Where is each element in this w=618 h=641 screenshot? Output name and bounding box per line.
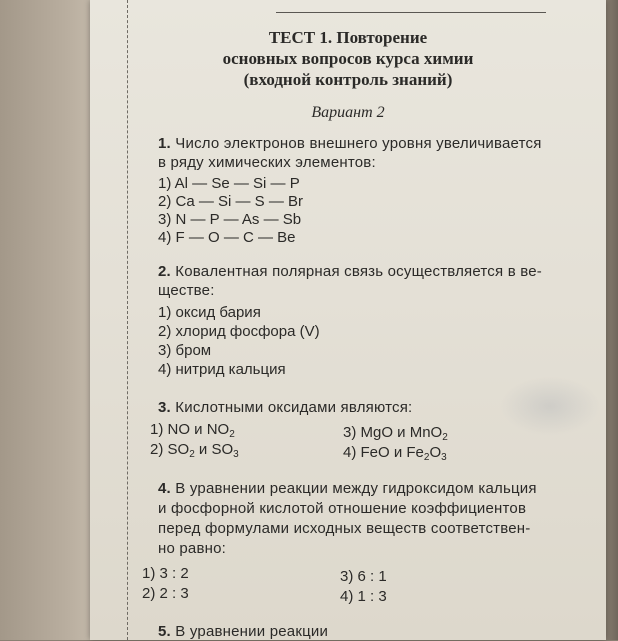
test-subtitle: основных вопросов курса химии (222, 49, 474, 68)
question-number: 4. (158, 480, 171, 497)
answer-option: 1) оксид бария (158, 304, 261, 321)
question-text: В уравнении реакции между гидроксидом кальция (175, 480, 537, 497)
question-4-cont (158, 539, 578, 558)
answer-option: 2) $SO_2$ и $SO_3$ (150, 441, 239, 460)
question-2-cont (158, 281, 578, 300)
question-4-cont (158, 499, 578, 518)
question-1 (158, 134, 578, 153)
answer-option: 2) 2 : 3 (142, 585, 189, 602)
answer-option: 2) хлорид фосфора (V) (158, 323, 320, 340)
question-2 (158, 262, 578, 281)
question-3 (158, 398, 578, 417)
question-text: но равно: (158, 540, 227, 557)
answer-option: 3) N — P — As — Sb (158, 211, 302, 228)
answer-option: 4) 1 : 3 (340, 588, 387, 605)
answer-option: 1) Al — Se — Si — P (158, 175, 300, 192)
question-number: 5. (158, 623, 171, 640)
question-text: Кислотными оксидами являются: (175, 399, 413, 416)
question-text: Ковалентная полярная связь осуществляется в ве- (175, 263, 542, 280)
question-text: В уравнении реакции (175, 623, 329, 640)
answer-option: 4) нитрид кальция (158, 361, 286, 378)
question-1-cont (158, 153, 578, 172)
background-left (0, 0, 95, 640)
answer-option: 1) NO и $NO_2$ (150, 421, 235, 440)
test-title: ТЕСТ 1. Повторение (268, 28, 428, 47)
answer-option: 1) 3 : 2 (142, 565, 189, 582)
answer-option: 3) MgO и MnO$_2$ (343, 424, 448, 443)
variant-label: Вариант 2 (311, 104, 385, 121)
answer-option: 3) 6 : 1 (340, 568, 387, 585)
question-number: 3. (158, 399, 171, 416)
answer-option: 4) F — O — C — Be (158, 229, 296, 246)
question-4-cont (158, 519, 578, 538)
question-text: в ряду химических элементов: (158, 154, 376, 171)
answer-option: 4) FeO и $Fe_2O_3$ (343, 444, 447, 463)
question-text: Число электронов внешнего уровня увеличивается (175, 135, 542, 152)
question-4 (158, 479, 578, 498)
answer-option: 3) бром (158, 342, 212, 359)
answer-option: 2) Ca — Si — S — Br (158, 193, 304, 210)
question-text: перед формулами исходных веществ соответствен- (158, 520, 531, 537)
document-page (90, 0, 606, 640)
question-number: 1. (158, 135, 171, 152)
question-text: и фосфорной кислотой отношение коэффициентов (158, 500, 527, 517)
question-text: ществе: (158, 282, 215, 299)
top-rule (276, 12, 546, 13)
question-5 (158, 622, 578, 641)
cut-line (127, 0, 128, 640)
question-number: 2. (158, 263, 171, 280)
test-subtitle-paren: (входной контроль знаний) (243, 70, 453, 89)
